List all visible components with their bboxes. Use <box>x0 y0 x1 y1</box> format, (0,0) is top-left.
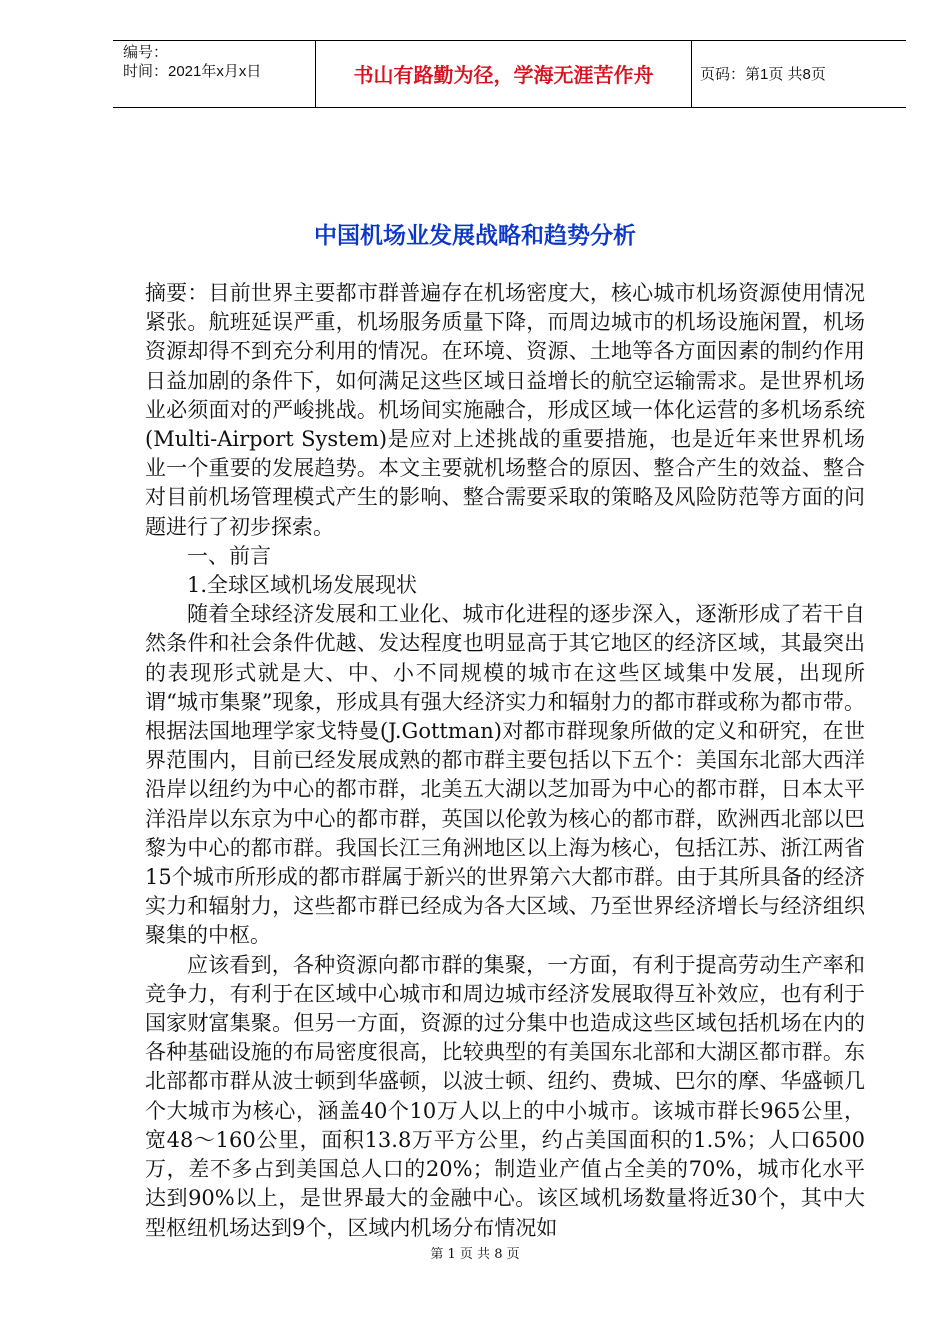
header-page-cell <box>691 41 906 107</box>
page-footer: 第 1 页 共 8 页 <box>430 1247 520 1262</box>
document-header <box>113 40 906 108</box>
body-paragraph: 应该看到，各种资源向都市群的集聚，一方面，有利于提高劳动生产率和竞争力，有利于在区域中心城市和周边城市经济发展取得互补效应，也有利于国家财富集聚。但另一方面，资源的过分集中也造成这些区域包括机场在内的各种基础设施的布局密度很高，比较典型的有美国东北部和大湖区都市群。东北部都市群从波士顿到华盛顿，以波士顿、纽约、费城、巴尔的摩、华盛顿几个大城市为核心，涵盖40个10万人以上的中小城市。该城市群长965公里，宽48～160公里，面积13.8万平方公里，约占美国面积的1.5%；人口6500万，差不多占到美国总人口的20%；制造业产值占全美的70%，城市化水平达到90%以上，是世界最大的金融中心。该区域机场数量将近30个，其中大型枢纽机场达到9个，区域内机场分布情况如 <box>145 952 865 1240</box>
header-motto-cell <box>315 41 692 107</box>
abstract-paragraph: 摘要：目前世界主要都市群普遍存在机场密度大，核心城市机场资源使用情况紧张。航班延误严重，机场服务质量下降，而周边城市的机场设施闲置，机场资源却得不到充分利用的情况。在环境、资源、土地等各方面因素的制约作用日益加剧的条件下，如何满足这些区域日益增长的航空运输需求。是世界机场业必须面对的严峻挑战。机场间实施融合，形成区域一体化运营的多机场系统(Multi-Airport System)是应对上述挑战的重要措施，也是近年来世界机场业一个重要的发展趋势。本文主要就机场整合的原因、整合产生的效益、整合对目前机场管理模式产生的影响、整合需要采取的策略及风险防范等方面的问题进行了初步探索。 <box>145 281 865 539</box>
document-title: 中国机场业发展战略和趋势分析 <box>314 223 636 249</box>
motto-text: 书山有路勤为径，学海无涯苦作舟 <box>353 63 654 87</box>
serial-label: 编号： <box>123 44 169 61</box>
time-label: 时间：2021年x月x日 <box>123 63 262 80</box>
header-meta-cell <box>113 41 315 107</box>
section-heading: 一、前言 <box>187 543 271 568</box>
document-body <box>145 279 865 1243</box>
body-paragraph: 随着全球经济发展和工业化、城市化进程的逐步深入，逐渐形成了若干自然条件和社会条件优越、发达程度也明显高于其它地区的经济区域，其最突出的表现形式就是大、中、小不同规模的城市在这些区域集中发展，出现所谓“城市集聚”现象，形成具有强大经济实力和辐射力的都市群或称为都市带。根据法国地理学家戈特曼(J.Gottman)对都市群现象所做的定义和研究，在世界范围内，目前已经发展成熟的都市群主要包括以下五个：美国东北部大西洋沿岸以纽约为中心的都市群，北美五大湖以芝加哥为中心的都市群，日本太平洋沿岸以东京为中心的都市群，英国以伦敦为核心的都市群，欧洲西北部以巴黎为中心的都市群。我国长江三角洲地区以上海为核心，包括江苏、浙江两省15个城市所形成的都市群属于新兴的世界第六大都市群。由于其所具备的经济实力和辐射力，这些都市群已经成为各大区域、乃至世界经济增长与经济组织聚集的中枢。 <box>145 602 865 948</box>
subsection-heading: 1.全球区域机场发展现状 <box>187 573 418 598</box>
page-label: 页码：第1页 共8页 <box>700 66 826 83</box>
